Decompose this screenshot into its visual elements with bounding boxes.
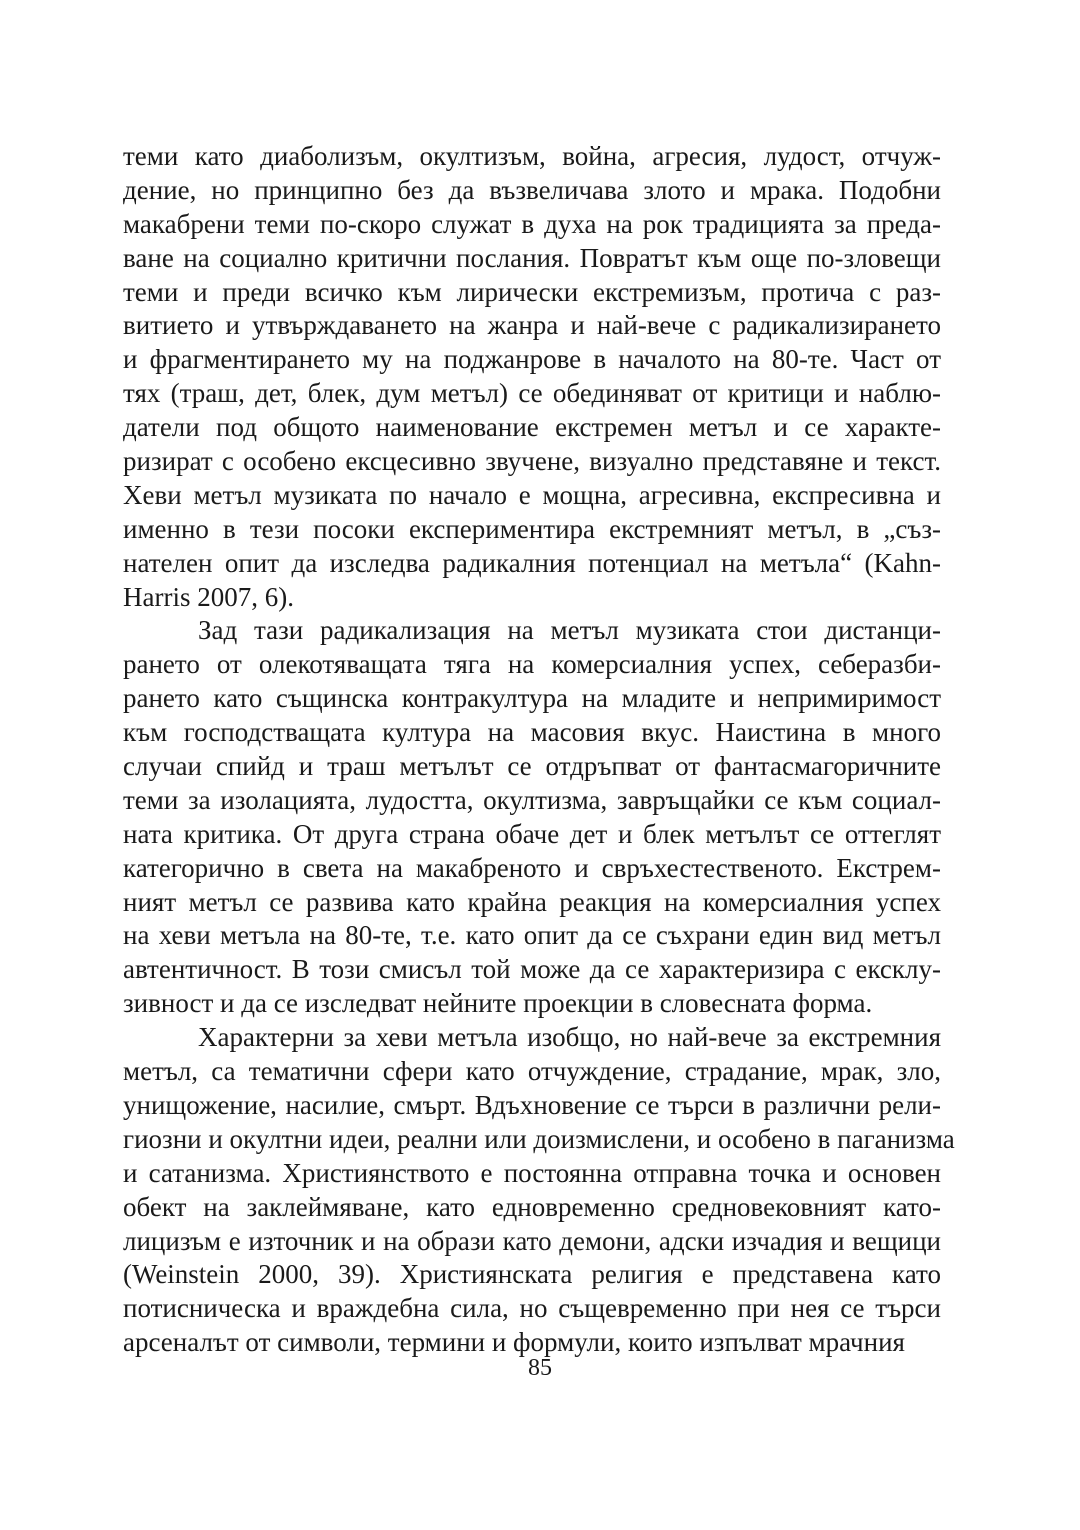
paragraph (123, 140, 941, 614)
text-line: именно в тези посоки експериментира екстремният метъл, в „съз- (123, 513, 941, 544)
paragraph (123, 614, 941, 1021)
text-line: унищожение, насилие, смърт. Вдъхновение се търси в различни рели- (123, 1089, 941, 1120)
text-line: макабрени теми по-скоро служат в духа на рок традицията за преда- (123, 208, 941, 239)
body-text (123, 140, 955, 1360)
text-line: ната критика. От друга страна обаче дет и блек метълът се оттеглят (123, 818, 941, 849)
text-line: потисническа и враждебна сила, но същевременно при нея се търси (123, 1293, 941, 1324)
text-line: ризират с особено ексцесивно звучене, визуално представяне и текст. (123, 446, 941, 477)
text-line: тях (траш, дет, блек, дум метъл) се обединяват от критици и наблю- (123, 378, 941, 409)
text-line: Зад тази радикализация на метъл музиката стои дистанци- (198, 615, 941, 646)
text-line: нателен опит да изследва радикалния потенциал на метъла“ (Kahn- (123, 547, 941, 578)
text-line: дение, но принципно без да възвеличава злото и мрака. Подобни (123, 174, 941, 205)
paragraph (123, 1021, 955, 1360)
text-line: метъл, са тематични сфери като отчуждение, страдание, мрак, зло, (123, 1056, 941, 1087)
text-line: Хеви метъл музиката по начало е мощна, агресивна, експресивна и (123, 479, 941, 510)
text-line: теми за изолацията, лудостта, окултизма, завръщайки се към социал- (123, 784, 941, 815)
text-line: лицизъм е източник и на образи като демони, адски изчадия и вещици (123, 1225, 941, 1256)
text-line: ване на социално критични послания. Повратът към още по-зловещи (123, 242, 941, 273)
text-line: Характерни за хеви метъла изобщо, но най-вече за екстремния (198, 1022, 941, 1053)
page-number: 85 (528, 1355, 552, 1381)
text-line: датели под общото наименование екстремен метъл и се характе- (123, 412, 941, 443)
text-line: ният метъл се развива като крайна реакция на комерсиалния успех (123, 886, 941, 917)
text-line: на хеви метъла на 80-те, т.е. като опит да се съхрани един вид метъл (123, 920, 941, 951)
text-line: случаи спийд и траш метълът се отдръпват от фантасмагоричните (123, 751, 941, 782)
text-line: и сатанизма. Християнството е постоянна отправна точка и основен (123, 1157, 941, 1188)
text-line: гиозни и окултни идеи, реални или доизмислени, и особено в паганизма (123, 1123, 955, 1154)
text-line: арсеналът от символи, термини и формули, които изпълват мрачния (123, 1327, 905, 1358)
text-line: автентичност. В този смисъл той може да се характеризира с ексклу- (123, 954, 941, 985)
text-line: категорично в света на макабреното и свръхестественото. Екстрем- (123, 852, 941, 883)
text-line: рането от олекотяващата тяга на комерсиалния успех, себеразби- (123, 649, 941, 680)
text-line: рането като същинска контракултура на младите и непримиримост (123, 683, 941, 714)
text-line: зивност и да се изследват нейните проекции в словесната форма. (123, 988, 873, 1019)
text-line: теми като диаболизъм, окултизъм, война, агресия, лудост, отчуж- (123, 141, 941, 171)
text-line: теми и преди всичко към лирически екстремизъм, протича с раз- (123, 276, 941, 307)
text-line: Harris 2007, 6). (123, 581, 294, 612)
text-line: (Weinstein 2000, 39). Християнската религия е представена като (123, 1259, 941, 1290)
text-line: обект на заклеймяване, като едновременно средновековният като- (123, 1191, 941, 1222)
text-line: към господстващата култура на масовия вкус. Наистина в много (123, 717, 941, 748)
text-line: витието и утвърждаването на жанра и най-вече с радикализирането (123, 310, 941, 341)
text-line: и фрагментирането му на поджанрове в началото на 80-те. Част от (123, 344, 941, 375)
